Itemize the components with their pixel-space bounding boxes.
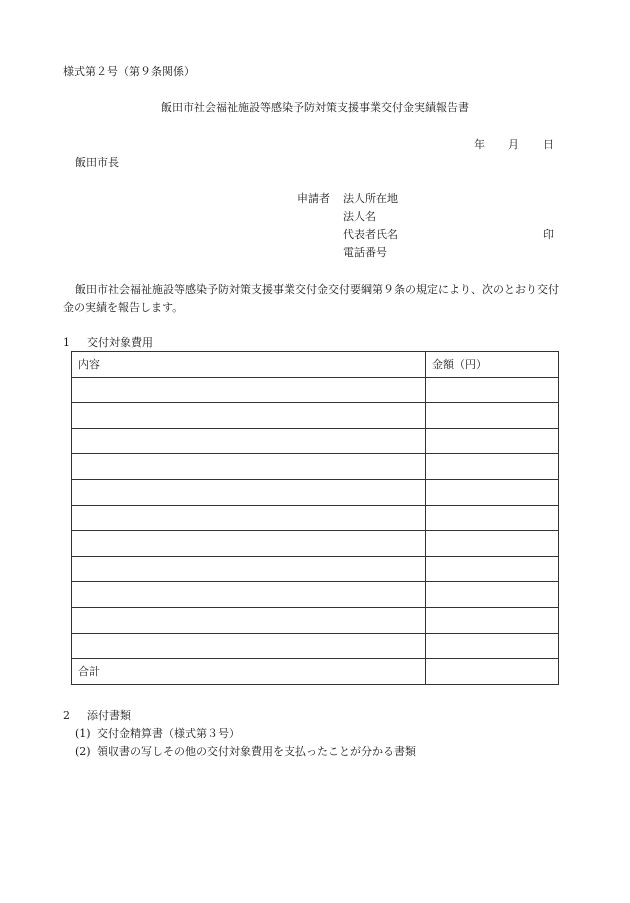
table-row — [72, 582, 559, 608]
table-row — [72, 607, 559, 633]
cell-content[interactable] — [72, 505, 426, 531]
seal-mark: 印 — [543, 228, 554, 241]
table-row — [72, 428, 559, 454]
applicant-field-corp-name: 法人名 — [343, 210, 376, 223]
table-header-row — [72, 352, 559, 378]
document-title: 飯田市社会福祉施設等感染予防対策支援事業交付金実績報告書 — [161, 101, 469, 114]
total-amount[interactable] — [426, 659, 559, 685]
cell-content[interactable] — [72, 403, 426, 429]
cell-amount[interactable] — [426, 531, 559, 557]
section2-title: 添付書類 — [87, 709, 131, 722]
attachment-item — [75, 745, 416, 763]
attachment-number: (1) — [75, 727, 91, 740]
cell-amount[interactable] — [426, 633, 559, 659]
attachment-item — [75, 727, 416, 745]
cell-content[interactable] — [72, 607, 426, 633]
cell-amount[interactable] — [426, 607, 559, 633]
form-number: 様式第２号（第９条関係） — [63, 65, 195, 78]
table-row — [72, 454, 559, 480]
cell-amount[interactable] — [426, 582, 559, 608]
table-row — [72, 377, 559, 403]
attachment-text: 交付金精算書（様式第３号） — [97, 727, 240, 740]
total-label: 合計 — [72, 659, 426, 685]
cell-content[interactable] — [72, 377, 426, 403]
cell-content[interactable] — [72, 454, 426, 480]
applicant-fields — [343, 192, 398, 264]
section1-title: 交付対象費用 — [87, 336, 153, 349]
header-content: 内容 — [72, 352, 426, 378]
table-row — [72, 633, 559, 659]
applicant-field-address: 法人所在地 — [343, 192, 398, 205]
cell-amount[interactable] — [426, 454, 559, 480]
header-amount: 金額（円） — [426, 352, 559, 378]
addressee: 飯田市長 — [75, 156, 119, 169]
date-year: 年 — [474, 138, 485, 151]
section2-heading — [63, 709, 131, 723]
table-total-row — [72, 659, 559, 685]
attachment-number: (2) — [75, 745, 91, 758]
table-row — [72, 531, 559, 557]
attachment-list — [75, 727, 416, 763]
date-month: 月 — [508, 138, 519, 151]
cell-content[interactable] — [72, 582, 426, 608]
cell-amount[interactable] — [426, 403, 559, 429]
applicant-field-phone: 電話番号 — [343, 246, 387, 259]
cell-content[interactable] — [72, 531, 426, 557]
cell-content[interactable] — [72, 556, 426, 582]
cell-amount[interactable] — [426, 479, 559, 505]
section1-heading — [63, 336, 153, 350]
table-row — [72, 556, 559, 582]
cell-content[interactable] — [72, 479, 426, 505]
cost-table — [71, 351, 559, 685]
table-row — [72, 479, 559, 505]
cell-amount[interactable] — [426, 556, 559, 582]
cell-content[interactable] — [72, 428, 426, 454]
table-row — [72, 505, 559, 531]
applicant-label: 申請者 — [297, 192, 330, 205]
section2-number: 2 — [63, 709, 70, 722]
section1-number: 1 — [63, 336, 70, 349]
applicant-field-representative: 代表者氏名 — [343, 228, 398, 241]
cell-amount[interactable] — [426, 428, 559, 454]
date-day: 日 — [543, 138, 554, 151]
cell-amount[interactable] — [426, 505, 559, 531]
cell-amount[interactable] — [426, 377, 559, 403]
attachment-text: 領収書の写しその他の交付対象費用を支払ったことが分かる書類 — [97, 745, 416, 758]
table-row — [72, 403, 559, 429]
cell-content[interactable] — [72, 633, 426, 659]
body-text: 飯田市社会福祉施設等感染予防対策支援事業交付金交付要綱第９条の規定により、次のとおり交付金の実績を報告します。 — [63, 283, 559, 314]
